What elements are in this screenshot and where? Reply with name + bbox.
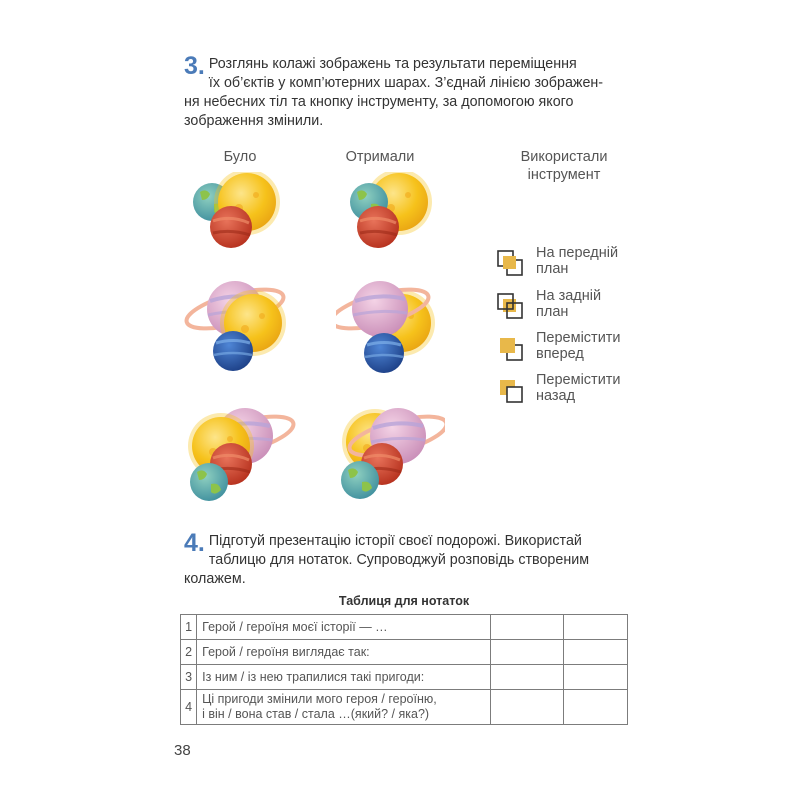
- row-number: 1: [181, 615, 197, 640]
- row-prompt-line: Герой / героїня моєї історії — …: [202, 619, 388, 634]
- task-3-text-line: Розглянь колажі зображень та результати переміщення: [208, 56, 577, 72]
- notes-cell[interactable]: [564, 665, 628, 690]
- notes-cell[interactable]: [490, 640, 564, 665]
- earth-planet: [341, 461, 379, 499]
- row-prompt-line: Герой / героїня виглядає так:: [202, 644, 370, 659]
- table-row: [181, 665, 628, 690]
- red-planet: [357, 206, 399, 248]
- tool-label: план: [536, 304, 569, 320]
- table-row: [181, 640, 628, 665]
- send-to-back-icon: [496, 292, 524, 320]
- tool-label: Перемістити: [536, 330, 621, 346]
- row-number: 4: [181, 690, 197, 725]
- red-planet: [210, 206, 252, 248]
- row-number: 3: [181, 665, 197, 690]
- notes-cell[interactable]: [490, 665, 564, 690]
- tool-label: На задній: [536, 288, 602, 304]
- task-4-text-line: Підготуй презентацію історії своєї подорожі. Використай: [208, 533, 582, 549]
- notes-cell[interactable]: [490, 690, 564, 725]
- collage-row3-after[interactable]: [330, 400, 445, 505]
- page-number: 38: [174, 742, 191, 759]
- table-row: [181, 615, 628, 640]
- column-header-after: Отримали: [345, 149, 415, 165]
- task-3-number: 3.: [184, 52, 205, 80]
- row-prompt: [197, 640, 491, 665]
- task-3-text-line: зображення змінили.: [184, 113, 324, 129]
- notes-cell[interactable]: [564, 615, 628, 640]
- row-number: 2: [181, 640, 197, 665]
- row-prompt-line: Ці пригоди змінили мого героя / героїню,: [202, 692, 437, 706]
- blue-planet: [364, 333, 404, 373]
- row-prompt: [197, 665, 491, 690]
- tool-label: вперед: [536, 346, 584, 362]
- bring-forward-icon: [496, 334, 524, 362]
- task-3: [184, 52, 628, 131]
- bring-to-front-icon: [496, 249, 524, 277]
- notes-cell[interactable]: [490, 615, 564, 640]
- row-prompt-line: Із ним / із нею трапилися такі пригоди:: [202, 669, 425, 684]
- notes-cell[interactable]: [564, 690, 628, 725]
- task-3-text-line: їх об’єктів у комп’ютерних шарах. З’єднай лінією зображен-: [208, 75, 604, 91]
- tool-label: На передній: [536, 245, 619, 261]
- tool-label: план: [536, 261, 569, 277]
- column-header-tool: [494, 148, 634, 184]
- row-prompt: [197, 690, 491, 725]
- collage-row3-before[interactable]: [183, 400, 298, 505]
- blue-planet: [213, 331, 253, 371]
- row-prompt: [197, 615, 491, 640]
- task-4-number: 4.: [184, 529, 205, 557]
- row-prompt-line: і він / вона став / стала …(який? / яка?): [202, 707, 430, 721]
- task-4-text-line: таблицю для нотаток. Супроводжуй розповідь створеним: [208, 552, 590, 568]
- table-row: [181, 690, 628, 725]
- collage-row1-after[interactable]: [342, 172, 437, 252]
- column-header-tool-line: Використали: [520, 149, 608, 165]
- earth-planet: [190, 463, 228, 501]
- notes-table-title: Таблиця для нотаток: [338, 594, 470, 608]
- notes-table: [180, 614, 628, 725]
- notes-cell[interactable]: [564, 640, 628, 665]
- send-backward-icon: [496, 376, 524, 404]
- task-3-text-line: ня небесних тіл та кнопку інструменту, за допомогою якого: [184, 94, 574, 110]
- tool-label: назад: [536, 388, 576, 404]
- column-header-tool-line: інструмент: [527, 167, 601, 183]
- collage-row2-before[interactable]: [183, 273, 298, 378]
- task-4-text-line: колажем.: [184, 571, 246, 587]
- column-header-before: Було: [223, 149, 257, 165]
- task-4: [184, 529, 628, 589]
- collage-row2-after[interactable]: [336, 273, 451, 378]
- collage-row1-before[interactable]: [190, 172, 285, 252]
- tool-label: Перемістити: [536, 372, 621, 388]
